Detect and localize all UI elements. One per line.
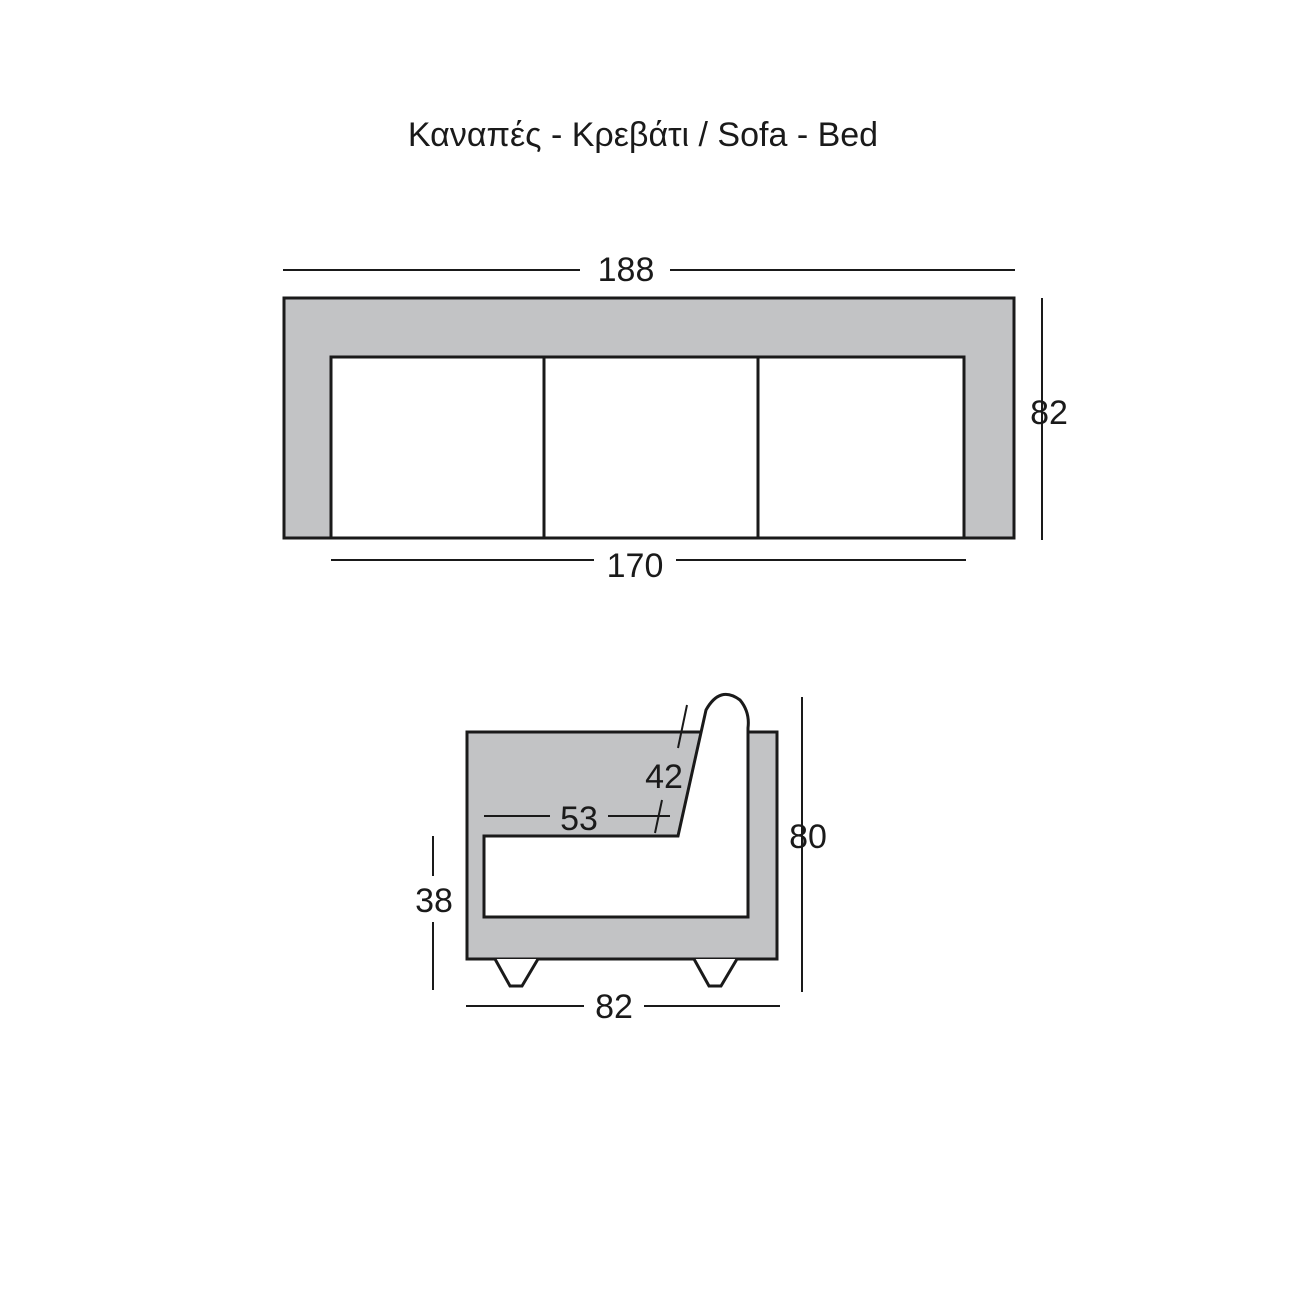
seat-cushion-middle bbox=[544, 357, 758, 538]
backrest-height-label: 42 bbox=[645, 758, 683, 796]
seat-height-label: 38 bbox=[415, 882, 453, 920]
overall-width-label: 188 bbox=[597, 251, 655, 289]
seat-depth-label: 53 bbox=[560, 800, 598, 838]
side-view bbox=[415, 694, 827, 1026]
diagram-title: Καναπές - Κρεβάτι / Sofa - Bed bbox=[407, 116, 879, 154]
seat-width-label: 170 bbox=[606, 547, 664, 585]
seat-cushion-left bbox=[331, 357, 544, 538]
leg-right bbox=[694, 959, 737, 986]
depth-label: 82 bbox=[1030, 394, 1068, 432]
leg-left bbox=[495, 959, 538, 986]
total-height-label: 80 bbox=[789, 818, 827, 856]
top-view bbox=[283, 251, 1068, 585]
total-depth-label: 82 bbox=[595, 988, 633, 1026]
seat-cushion-right bbox=[758, 357, 964, 538]
